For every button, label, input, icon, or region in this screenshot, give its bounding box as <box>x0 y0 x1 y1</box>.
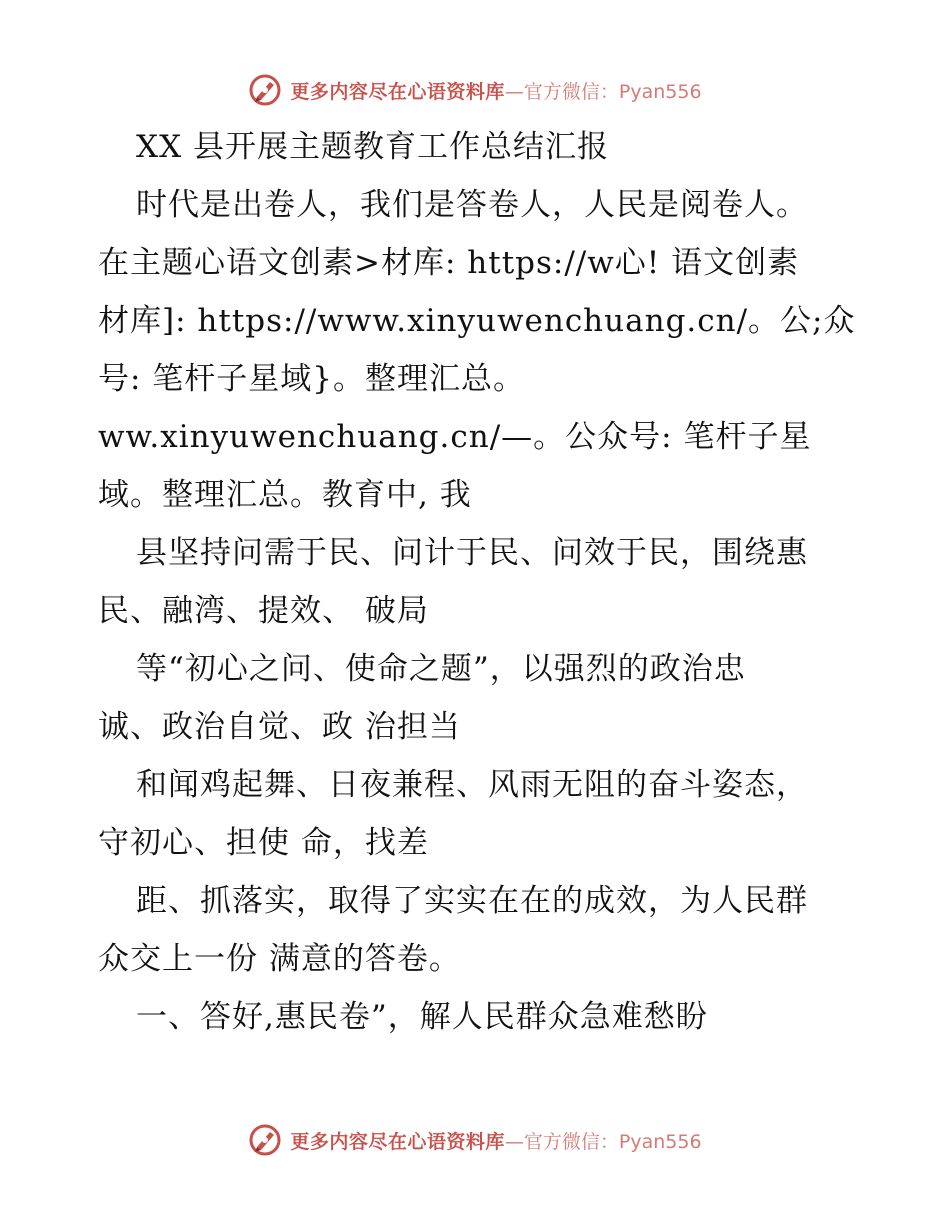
footer-banner <box>0 1120 950 1160</box>
paragraph-line: ww.xinyuwenchuang.cn/—。公众号: 笔杆子星 <box>98 419 812 455</box>
banner-title: 更多内容尽在心语资料库 <box>290 1130 505 1153</box>
paragraph-line: 和闻鸡起舞、日夜兼程、风雨无阻的奋斗姿态， <box>136 767 808 803</box>
paragraph-line: 守初心、担使 命，找差 <box>98 825 429 861</box>
banner-contact: —官方微信：Pyan556 <box>504 1130 702 1153</box>
document-body <box>98 118 878 1046</box>
banner-contact: —官方微信：Pyan556 <box>504 80 702 103</box>
header-banner <box>0 70 950 110</box>
document-title: XX 县开展主题教育工作总结汇报 <box>136 129 609 165</box>
paragraph-line: 诚、政治自觉、政 治担当 <box>98 709 461 745</box>
paragraph-line: 县坚持问需于民、问计于民、问效于民，围绕惠 <box>136 535 808 571</box>
banner-title: 更多内容尽在心语资料库 <box>290 80 505 103</box>
banner-text <box>290 1127 701 1154</box>
paragraph-line: 众交上一份 满意的答卷。 <box>98 941 461 977</box>
paragraph-line: 在主题心语文创素>材库: https://w心! 语文创素 <box>98 245 800 281</box>
paragraph-line: 时代是出卷人，我们是答卷人，人民是阅卷人。 <box>136 187 808 223</box>
paragraph-line: 域。整理汇总。教育中, 我 <box>98 477 472 513</box>
section-heading: 一、答好,惠民卷”，解人民群众急难愁盼 <box>136 999 708 1035</box>
paragraph-line: 距、抓落实，取得了实实在在的成效，为人民群 <box>136 883 808 919</box>
logo-icon <box>248 1123 282 1157</box>
paragraph-line: 民、融湾、提效、 破局 <box>98 593 429 629</box>
paragraph-line: 等“初心之问、使命之题”，以强烈的政治忠 <box>136 651 746 687</box>
paragraph-line: 材库]: https://www.xinyuwenchuang.cn/。公;众 <box>98 303 856 339</box>
banner-text <box>290 77 701 104</box>
logo-icon <box>248 73 282 107</box>
paragraph-line: 号: 笔杆子星域}。整理汇总。 <box>98 361 526 397</box>
